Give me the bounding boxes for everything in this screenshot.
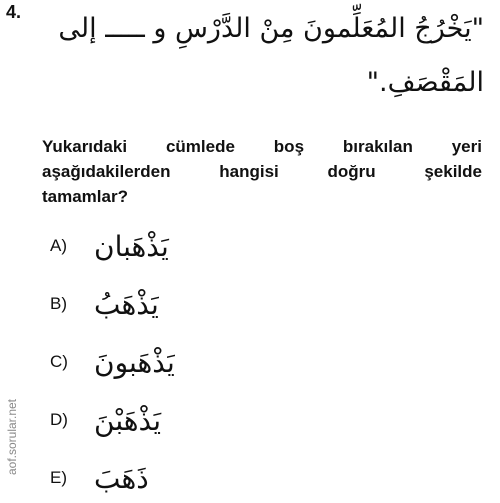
arabic-sentence bbox=[40, 6, 484, 108]
question-word: tamamlar? bbox=[42, 187, 128, 206]
option-arabic-text: يَذْهَبْنَ bbox=[94, 403, 162, 437]
question-word: doğru bbox=[327, 162, 376, 181]
question-word: hangisi bbox=[219, 162, 279, 181]
question-word: şekilde bbox=[424, 162, 482, 181]
option-letter: B) bbox=[50, 294, 67, 313]
option-b[interactable] bbox=[50, 284, 159, 324]
question-line-1 bbox=[42, 134, 482, 159]
arabic-sentence-line-1: "يَخْرُجُ المُعَلِّمونَ مِنْ الدَّرْسِ و ـــــ إلى bbox=[58, 13, 484, 44]
option-arabic-text: يَذْهَبان bbox=[94, 229, 169, 263]
watermark: aof.sorular.net bbox=[5, 398, 19, 476]
option-d[interactable] bbox=[50, 400, 161, 440]
option-arabic-text: يَذْهَبُ bbox=[94, 287, 159, 321]
question-word: boş bbox=[273, 137, 305, 156]
question-word: yeri bbox=[451, 137, 482, 156]
option-arabic-text: ذَهَبَ bbox=[94, 461, 149, 495]
option-c[interactable] bbox=[50, 342, 175, 382]
question-word: Yukarıdaki bbox=[42, 137, 128, 156]
option-letter: C) bbox=[50, 352, 68, 371]
option-letter: A) bbox=[50, 236, 67, 255]
question-line-2 bbox=[42, 159, 482, 184]
option-a[interactable] bbox=[50, 226, 169, 266]
question-word: cümlede bbox=[165, 137, 235, 156]
question-word: bırakılan bbox=[342, 137, 413, 156]
option-letter: D) bbox=[50, 410, 68, 429]
option-e[interactable] bbox=[50, 458, 149, 498]
question-number: 4. bbox=[6, 2, 22, 22]
option-arabic-text: يَذْهَبونَ bbox=[94, 345, 175, 379]
question-text bbox=[42, 134, 482, 209]
arabic-sentence-line-2: المَقْصَفِ." bbox=[366, 67, 484, 98]
question-word: aşağıdakilerden bbox=[42, 162, 171, 181]
option-letter: E) bbox=[50, 468, 67, 487]
question-line-3 bbox=[42, 184, 482, 209]
